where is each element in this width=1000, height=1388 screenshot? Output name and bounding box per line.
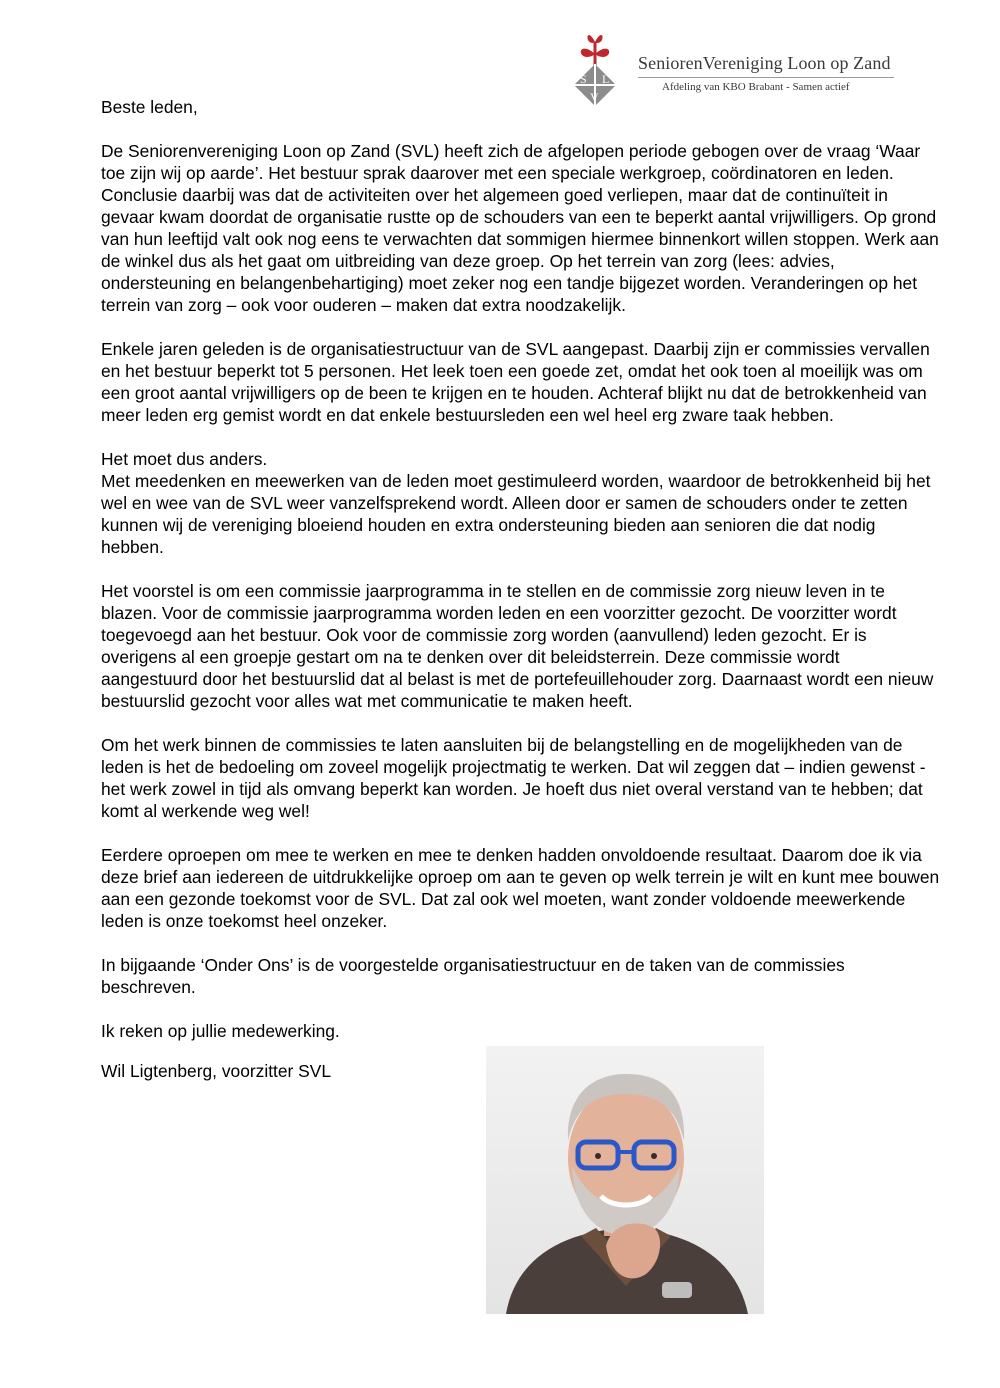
portrait-photo — [486, 1046, 764, 1314]
paragraph: Enkele jaren geleden is de organisatiestructuur van de SVL aangepast. Daarbij zijn er commissies vervallen en het bestuur beperkt tot 5 personen. Het leek toen een goede zet, omdat het ook toen al moeilijk was om een groot aantal vrijwilligers op de been te krijgen en te houden. Achteraf blijkt nu dat de betrokkenheid van meer leden erg gemist wordt en dat enkele bestuursleden een wel heel erg zware taak hebben. — [101, 339, 930, 425]
paragraph: Met meedenken en meewerken van de leden moet gestimuleerd worden, waardoor de betrokkenheid bij het wel en wee van de SVL weer vanzelfsprekend wordt. Alleen door er samen de schouders onder te zetten kunnen wij de vereniging bloeiend houden en extra ondersteuning bieden aan senioren die dat nodig hebben. — [101, 471, 931, 557]
paragraph: Het moet dus anders. — [101, 449, 268, 469]
closing-line: Ik reken op jullie medewerking. — [101, 1021, 340, 1041]
organisation-subtitle: Afdeling van KBO Brabant - Samen actief — [662, 81, 850, 93]
letter-body — [101, 96, 941, 1082]
logo-divider — [638, 77, 894, 78]
signature: Wil Ligtenberg, voorzitter SVL — [101, 1061, 332, 1081]
paragraph: De Seniorenvereniging Loon op Zand (SVL) heeft zich de afgelopen periode gebogen over de vraag ‘Waar toe zijn wij op aarde’. Het bestuur sprak daarover met een speciale werkgroep, coördinatoren en leden. Conclusie daarbij was dat de activiteiten over het algemeen goed verliepen, maar dat de continuïteit in gevaar kwam doordat de organisatie rustte op de schouders van een te beperkt aantal vrijwilligers. Op grond van hun leeftijd valt ook nog eens te verwachten dat sommigen hiermee binnenkort willen stoppen. Werk aan de winkel dus als het gaat om uitbreiding van deze groep. Op het terrein van zorg (lees: advies, ondersteuning en belangenbehartiging) moet zeker nog een tandje bijgezet worden. Veranderingen op het terrein van zorg – ook voor ouderen – maken dat extra noodzakelijk. — [101, 141, 939, 315]
svl-diamond-logo-icon — [560, 28, 630, 106]
salutation: Beste leden, — [101, 97, 198, 117]
paragraph: Het voorstel is om een commissie jaarprogramma in te stellen en de commissie zorg nieuw leven in te blazen. Voor de commissie jaarprogramma worden leden en een voorzitter gezocht. De voorzitter wordt toegevoegd aan het bestuur. Ook voor de commissie zorg worden (aanvullend) leden gezocht. Er is overigens al een groepje gestart om na te denken over dit beleidsterrein. Deze commissie wordt aangestuurd door het bestuurslid dat al belast is met de portefeuillehouder zorg. Daarnaast wordt een nieuw bestuurslid gezocht voor alles wat met communicatie te maken heeft. — [101, 581, 934, 711]
paragraph: Eerdere oproepen om mee te werken en mee te denken hadden onvoldoende resultaat. Daarom doe ik via deze brief aan iedereen de uitdrukkelijke oproep om aan te geven op welk terrein je wilt en kunt mee bouwen aan een gezonde toekomst voor de SVL. Dat zal ook wel moeten, want zonder voldoende meewerkende leden is onze toekomst heel onzeker. — [101, 845, 940, 931]
logo-letter-l: L — [602, 72, 610, 86]
paragraph: In bijgaande ‘Onder Ons’ is de voorgestelde organisatiestructuur en de taken van de commissies beschreven. — [101, 955, 845, 997]
organisation-name: SeniorenVereniging Loon op Zand — [638, 53, 891, 73]
logo-letter-s: S — [580, 72, 587, 86]
portrait-illustration — [486, 1046, 764, 1314]
logo-letter-v: V — [590, 90, 599, 104]
paragraph: Om het werk binnen de commissies te laten aansluiten bij de belangstelling en de mogelijkheden van de leden is het de bedoeling om zoveel mogelijk projectmatig te werken. Dat wil zeggen dat – indien gewenst - het werk zowel in tijd als omvang beperkt kan worden. Je hoeft dus niet overal verstand van te hebben; dat komt al werkende weg wel! — [101, 735, 926, 821]
